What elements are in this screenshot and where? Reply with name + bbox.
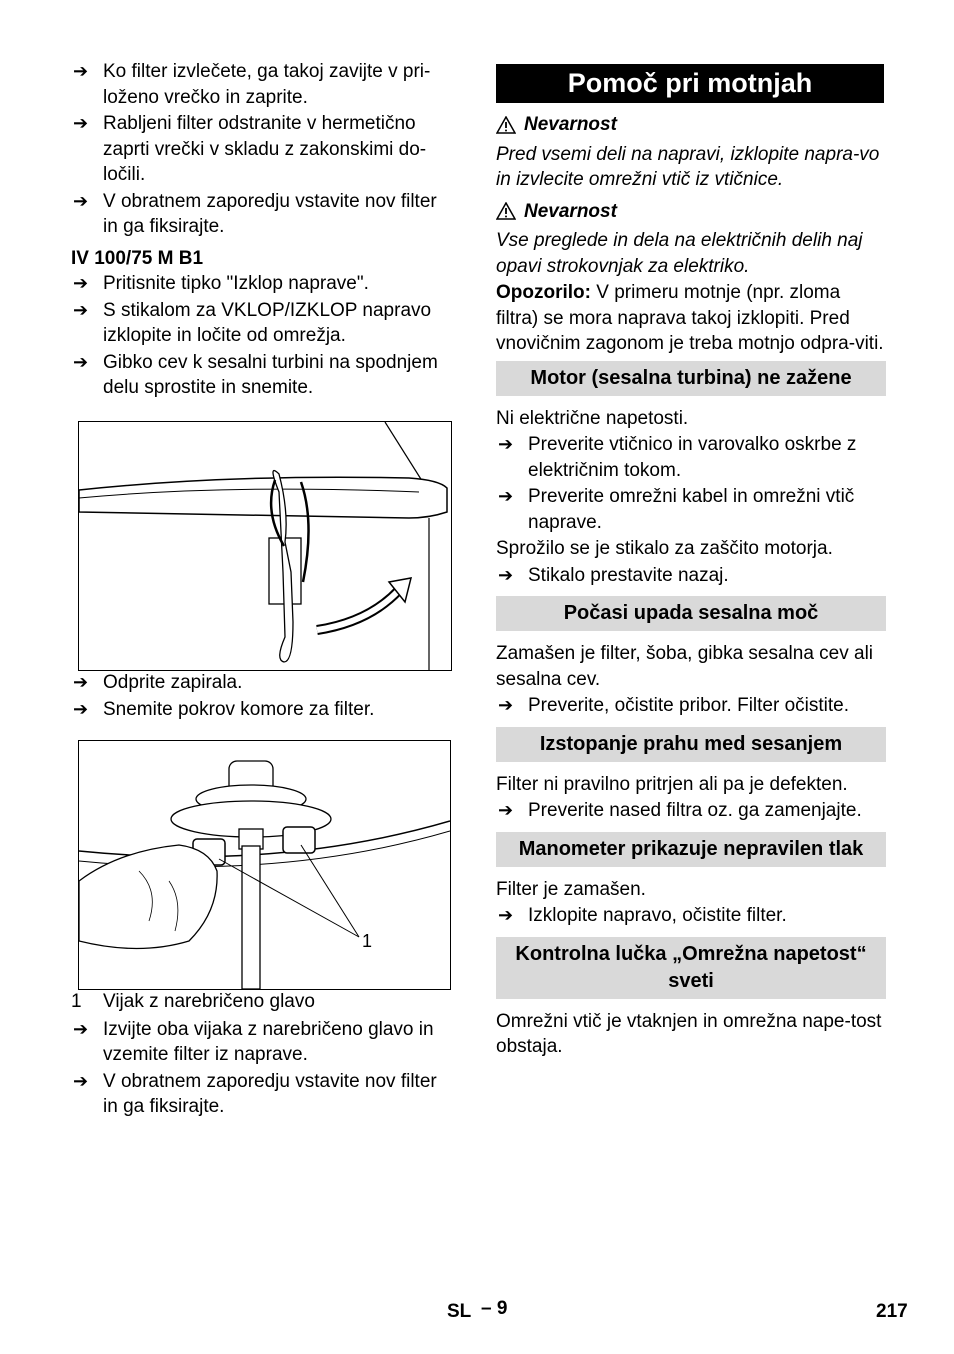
bullet-item	[496, 693, 886, 719]
danger-text-1: Pred vsemi deli na napravi, izklopite napra-vo in izvlecite omrežni vtič iz vtičnice.	[496, 143, 880, 190]
right-arrow-icon: ➔	[73, 273, 89, 293]
troubleshooting-section	[496, 596, 886, 719]
figure-filter-housing-clamp	[78, 421, 452, 671]
troubleshooting-section	[496, 937, 886, 1060]
model-subheading: IV 100/75 M B1	[71, 247, 204, 269]
bullet-item	[71, 1017, 456, 1068]
bullet-item	[71, 697, 456, 723]
troubleshooting-sections	[496, 361, 886, 1060]
footer-page-number: 217	[876, 1301, 908, 1322]
figure-filter-knurled-screws	[78, 740, 451, 990]
bullet-text: Odprite zapirala.	[103, 672, 243, 693]
legend-number: 1	[71, 991, 82, 1012]
note-paragraph	[496, 280, 886, 357]
right-arrow-icon: ➔	[498, 564, 514, 585]
bullet-item	[71, 1069, 456, 1120]
bullet-text: Gibko cev k sesalni turbini na spodnjem delu sprostite in snemite.	[103, 351, 438, 398]
bullet-item	[71, 189, 456, 240]
section-text: Omrežni vtič je vtaknjen in omrežna nape-tost obstaja.	[496, 1010, 882, 1057]
section-heading: Izstopanje prahu med sesanjem	[496, 727, 886, 762]
bullet-list-mid	[71, 271, 456, 401]
right-arrow-icon: ➔	[498, 905, 514, 925]
section-text: Filter ni pravilno pritrjen ali pa je defekten.	[496, 773, 848, 795]
danger-text-2: Vse preglede in dela na električnih delih naj opavi strokovnjak za elektriko.	[496, 230, 863, 277]
section-heading: Manometer prikazuje nepravilen tlak	[496, 832, 886, 867]
section-text: Sprožilo se je stikalo za zaščito motorja.	[496, 538, 833, 559]
bullet-item	[496, 484, 886, 535]
right-arrow-icon: ➔	[73, 61, 89, 81]
warning-triangle-icon	[496, 116, 516, 134]
bullet-item	[496, 798, 886, 824]
figure-legend	[71, 989, 456, 1015]
section-text: Ni električne napetosti.	[496, 407, 689, 429]
section-text: Filter je zamašen.	[496, 878, 646, 900]
danger-label-2: Nevarnost	[524, 200, 617, 222]
right-arrow-icon: ➔	[73, 190, 89, 211]
right-arrow-icon: ➔	[498, 800, 514, 820]
troubleshooting-section	[496, 361, 886, 589]
bullet-item	[496, 432, 886, 483]
danger-label-1: Nevarnost	[524, 114, 617, 135]
troubleshooting-section	[496, 727, 886, 824]
bullet-text: Preverite nased filtra oz. ga zamenjajte.	[528, 800, 862, 821]
bullet-item	[496, 563, 886, 589]
section-heading: Kontrolna lučka „Omrežna napetost“ sveti	[496, 937, 886, 999]
bullet-item	[71, 670, 456, 696]
footer-local-page: – 9	[481, 1298, 508, 1319]
right-column	[496, 112, 886, 1061]
right-arrow-icon: ➔	[498, 486, 514, 506]
right-arrow-icon: ➔	[73, 1018, 89, 1039]
danger-heading-2	[496, 199, 886, 225]
danger-heading-1	[496, 112, 886, 138]
bullet-item	[71, 271, 456, 297]
right-arrow-icon: ➔	[73, 113, 89, 133]
right-arrow-icon: ➔	[73, 698, 89, 719]
bullet-list-end	[71, 1017, 456, 1120]
bullet-text: Preverite omrežni kabel in omrežni vtič naprave.	[528, 486, 855, 533]
bullet-text: Stikalo prestavite nazaj.	[528, 564, 729, 586]
left-column-end	[71, 989, 456, 1121]
knurled-screws-illustration	[79, 741, 450, 989]
troubleshooting-section	[496, 832, 886, 929]
section-heading: Motor (sesalna turbina) ne zažene	[496, 361, 886, 396]
section-text: Zamašen je filter, šoba, gibka sesalna cev ali sesalna cev.	[496, 643, 874, 690]
bullet-text: Ko filter izvlečete, ga takoj zavijte v pri-loženo vrečko in zaprite.	[103, 61, 431, 108]
right-arrow-icon: ➔	[498, 695, 514, 715]
bullet-text: Snemite pokrov komore za filter.	[103, 698, 375, 720]
bullet-item	[71, 111, 456, 188]
bullet-text: V obratnem zaporedju vstavite nov filter in ga fiksirajte.	[103, 190, 437, 237]
left-column-after-fig1	[71, 670, 456, 723]
note-label: Opozorilo:	[496, 282, 591, 303]
right-arrow-icon: ➔	[73, 672, 89, 692]
right-arrow-icon: ➔	[498, 434, 514, 454]
bullet-item	[71, 350, 456, 401]
right-arrow-icon: ➔	[73, 351, 89, 372]
bullet-text: Preverite, očistite pribor. Filter očistite.	[528, 695, 849, 716]
legend-text: Vijak z narebričeno glavo	[103, 991, 315, 1012]
left-column	[71, 59, 456, 402]
bullet-text: Preverite vtičnico in varovalko oskrbe z električnim tokom.	[528, 434, 857, 481]
bullet-text: Pritisnite tipko "Izklop naprave".	[103, 273, 369, 294]
bullet-item	[496, 903, 886, 929]
bullet-list-top	[71, 59, 456, 240]
warning-triangle-icon	[496, 202, 516, 220]
bullet-text: Rabljeni filter odstranite v hermetično zaprti vrečki v skladu z zakonskimi do-ločili.	[103, 113, 427, 185]
bullet-item	[71, 59, 456, 110]
right-arrow-icon: ➔	[73, 299, 89, 320]
clamp-illustration	[79, 422, 451, 670]
section-heading: Počasi upada sesalna moč	[496, 596, 886, 631]
bullet-text: Izklopite napravo, očistite filter.	[528, 905, 787, 926]
right-arrow-icon: ➔	[73, 1070, 89, 1091]
page-title: Pomoč pri motnjah	[496, 64, 884, 103]
bullet-text: Izvijte oba vijaka z narebričeno glavo in vzemite filter iz naprave.	[103, 1018, 434, 1065]
bullet-text: V obratnem zaporedju vstavite nov filter in ga fiksirajte.	[103, 1070, 437, 1117]
footer-language: SL	[447, 1301, 472, 1322]
bullet-text: S stikalom za VKLOP/IZKLOP napravo izklopite in ločite od omrežja.	[103, 299, 432, 346]
figure-callout-1: 1	[362, 931, 373, 951]
bullet-list-after-fig1	[71, 670, 456, 722]
bullet-item	[71, 298, 456, 349]
note-text: V primeru motnje (npr. zloma filtra) se mora naprava takoj izklopiti. Pred vnovičnim zagonom je treba motnjo odpra-viti.	[496, 282, 884, 354]
